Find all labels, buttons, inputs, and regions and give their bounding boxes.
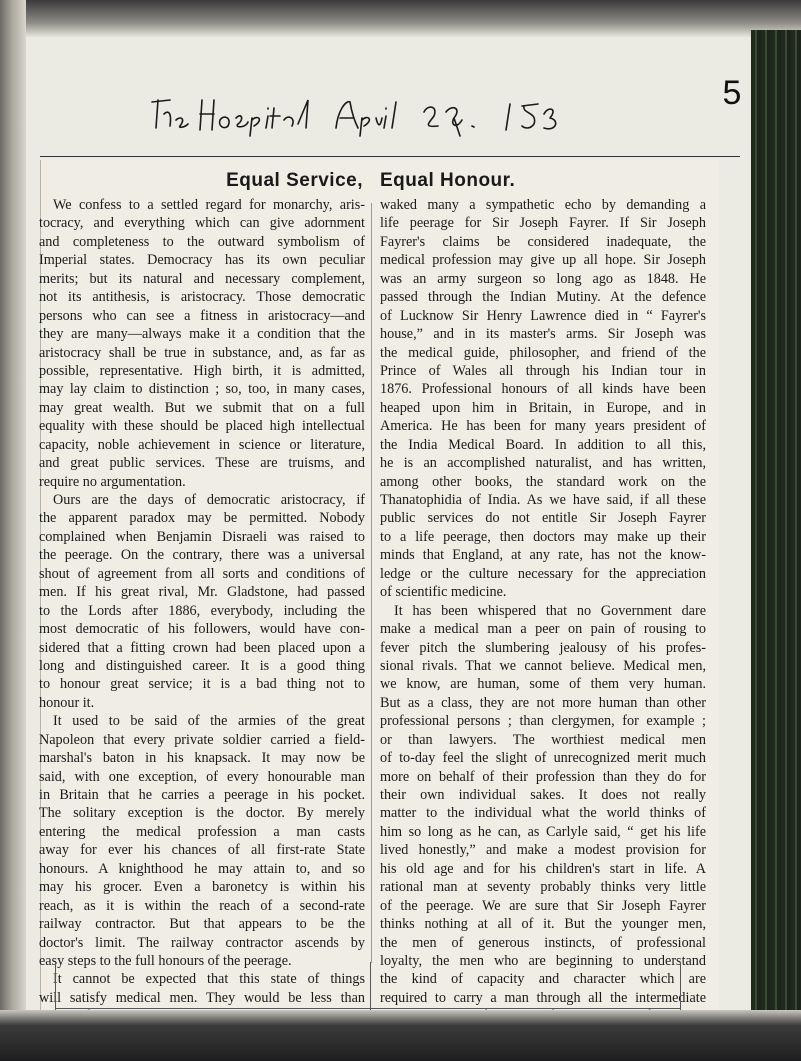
text-line: not its antithesis, is aristocracy. Those democratic (39, 289, 365, 306)
text-line: loyalty, the men who are beginning to understand (380, 952, 706, 969)
text-line: aristocracy shall be true in substance, and, as far as (39, 344, 365, 361)
text-line: was an army surgeon so long ago as 1848. He (380, 270, 706, 287)
text-line: minds that England, at any rate, has not the know- (380, 547, 706, 564)
text-line: honour it. (39, 694, 95, 711)
text-line: the medical guide, philosopher, and friend of the (380, 344, 706, 361)
text-line: will satisfy medical men. They would be less than (39, 989, 365, 1006)
text-line: rational man at seventy probably thinks very little (380, 879, 706, 896)
text-line: to the Lords after 1886, everybody, including the (39, 602, 365, 619)
article-column-left (39, 168, 365, 1008)
text-line: may lay claim to distinction ; so, too, in many cases, (39, 381, 365, 398)
text-line: heaped upon him in Britain, in Europe, and in (380, 399, 706, 416)
text-line: reach, as it is within the reach of a second-rate (39, 897, 365, 914)
book-binding (0, 0, 26, 1010)
text-line: complained when Benjamin Disraeli was raised to (39, 528, 365, 545)
text-line: life peerage for Sir Joseph Fayrer. If Sir Joseph (380, 215, 706, 232)
text-line: shout of agreement from all sorts and conditions of (39, 565, 365, 582)
text-line: easy steps to the full honours of the peerage. (39, 952, 292, 969)
text-line: the India Medical Board. In addition to all this, (380, 436, 706, 453)
text-line: tocracy, and everything which can give adornment (39, 215, 365, 232)
text-line: him so long as he can, as Carlyle said, “ get his life (380, 823, 706, 840)
text-line: required to carry a man through all the intermediate (380, 989, 706, 1006)
right-column-text (380, 196, 706, 1026)
text-line: marshal's baton in his knapsack. It may now be (39, 750, 365, 767)
text-line: fever pitch the slumbering jealousy of his profes- (380, 639, 706, 656)
text-line: 1876. Professional honours of all kinds have been (380, 381, 706, 398)
clipping-frame-middle (370, 962, 371, 1010)
text-line: and completeness to the outward symbolism of (39, 233, 365, 250)
text-line: of scientific medicine. (380, 584, 507, 601)
text-line: matter to the individual what the world thinks of (380, 805, 706, 822)
text-line: medical profession may give up all hope. Sir Joseph (380, 252, 706, 269)
text-line: merits; but its natural and necessary complement, (39, 270, 365, 287)
text-line: waked many a sympathetic echo by demanding a (380, 197, 706, 213)
header-rule (40, 156, 740, 157)
text-line: to a life peerage, then doctors may make up their (380, 528, 706, 545)
text-line: Napoleon that every private soldier carried a field- (39, 731, 365, 748)
text-line: the apparent paradox may be permitted. Nobody (39, 510, 365, 527)
text-line: men. If his great rival, Mr. Gladstone, had passed (39, 584, 365, 601)
page-number: 5 (722, 74, 742, 112)
text-line: he is an accomplished naturalist, and has written, (380, 455, 706, 472)
text-line: make a medical man a peer on pain of rousing to (380, 621, 706, 638)
text-line: we know, are human, some of them very human. (380, 676, 706, 693)
text-line: America. He has been for many years president of (380, 418, 706, 435)
page-top-edge (0, 0, 801, 38)
left-column-text (39, 196, 365, 1026)
text-line: of the peerage. We are sure that Sir Joseph Fayrer (380, 897, 706, 914)
text-line: among other books, the standard work on the (380, 473, 706, 490)
text-line: away for ever his chances of all first-rate State (39, 842, 365, 859)
column-divider (371, 203, 372, 963)
text-line: most democratic of his followers, would have con- (39, 621, 365, 638)
text-line: the peerage. On the contrary, there was a universal (39, 547, 365, 564)
handwritten-annotation (150, 90, 570, 138)
text-line: sional rivals. That we cannot believe. Medical men, (380, 657, 706, 674)
text-line: honours. A knighthood he may attain to, and so (39, 860, 365, 877)
text-line: the kind of capacity and character which are (380, 971, 706, 988)
text-line: their own individual sakes. It does not really (380, 787, 706, 803)
text-line: capacity, noble achievement in science or literature, (39, 436, 365, 453)
text-line: professional persons ; than clergymen, for example ; (380, 713, 706, 730)
text-line: But as a class, they are not more human than other (380, 694, 706, 711)
article-column-right (380, 168, 706, 1008)
article-heading-left: Equal Service, (226, 170, 363, 191)
text-line: ledge or the culture necessary for the appreciation (380, 565, 706, 582)
text-line: of Lucknow Sir Henry Lawrence died in “ Fayrer's (380, 307, 706, 324)
text-line: Ours are the days of democratic aristocracy, if (53, 492, 365, 508)
text-line: said, with one exception, of every honourable man (39, 768, 365, 785)
text-line: sidered that a fitting crown had been placed upon a (39, 639, 365, 656)
text-line: Imperial states. Democracy has its own peculiar (39, 252, 365, 269)
text-line: It has been whispered that no Government dare (394, 602, 706, 619)
text-line: long and distinguished career. It is a good thing (39, 657, 365, 674)
text-line: in Britain that he carries a peerage in his pocket. (39, 787, 365, 803)
text-line: It used to be said of the armies of the great (53, 713, 365, 730)
text-line: doctor's limit. The railway contractor ascends by (39, 934, 365, 951)
text-line: to honour great service; it is a bad thing not to (39, 676, 365, 693)
clipping-frame-left (55, 962, 56, 1010)
page-stack-edge (751, 30, 801, 1010)
text-line: It cannot be expected that this state of things (53, 971, 365, 988)
text-line: and great public services. These are truisms, and (39, 455, 365, 472)
text-line: the men of generous instincts, of professional (380, 934, 706, 951)
text-line: of to-day feel the slight of unrecognized merit much (380, 750, 706, 767)
text-line: may great wealth. But we submit that on a full (39, 399, 365, 416)
text-line: lived honestly,” and make a modest provision for (380, 842, 706, 859)
article-heading-right: Equal Honour. (380, 170, 516, 191)
text-line: Prince of Wales all through his Indian tour in (380, 362, 706, 379)
text-line: We confess to a settled regard for monarchy, aris- (53, 197, 365, 213)
text-line: equality with these should be placed high intellectual (39, 418, 365, 435)
text-line: may his grocer. Even a baronetcy is within his (39, 879, 365, 896)
text-line: thinks nothing at all of it. But the younger men, (380, 916, 706, 933)
text-line: entering the medical profession a man casts (39, 823, 365, 840)
text-line: public services do not entitle Sir Joseph Fayrer (380, 510, 706, 527)
clipping-frame-right (680, 962, 681, 1010)
text-line: more on behalf of their profession than they do for (380, 768, 706, 785)
text-line: persons who can see a fitness in aristocracy—and (39, 307, 365, 324)
text-line: require no argumentation. (39, 473, 186, 490)
text-line: The solitary exception is the doctor. By merely (39, 805, 365, 822)
text-line: Fayrer's claims be considered inadequate, the (380, 233, 706, 250)
text-line: they are many—always make it a condition that the (39, 326, 365, 343)
page-bottom-edge (0, 1010, 801, 1061)
text-line: or than lawyers. The worthiest medical men (380, 731, 706, 748)
text-line: possible, representative. High birth, it is admitted, (39, 362, 365, 379)
clipping-frame-bottom (55, 1008, 680, 1009)
text-line: house,” and in its master's arms. Sir Joseph was (380, 326, 706, 343)
text-line: Thanatophidia of India. As we have said, if all these (380, 492, 706, 508)
text-line: railway contractor. But that appears to be the (39, 916, 365, 933)
text-line: passed through the Indian Mutiny. At the defence (380, 289, 706, 306)
text-line: his old age and for his children's start in life. A (380, 860, 706, 877)
